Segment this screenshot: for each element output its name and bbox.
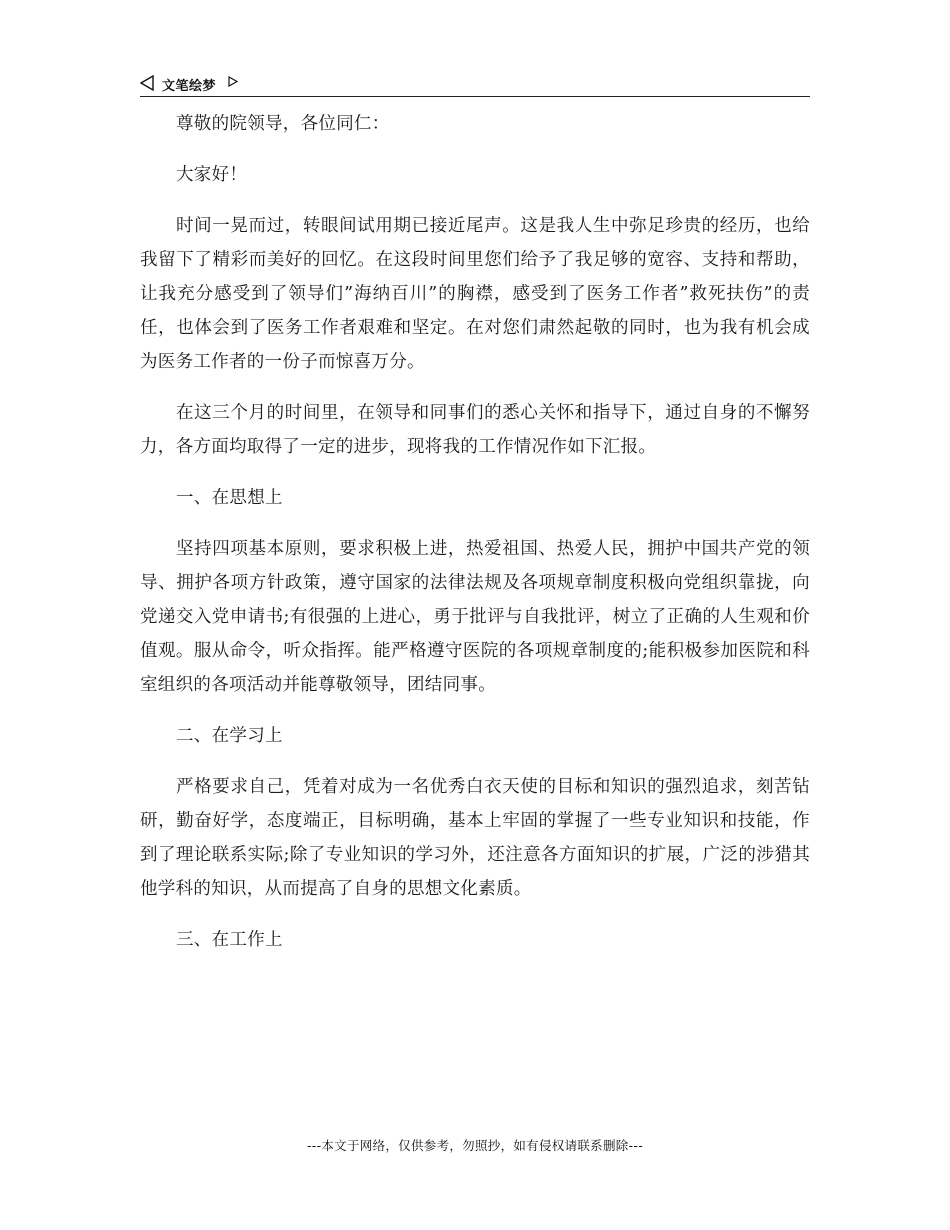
footer-disclaimer: ---本文于网络，仅供参考，勿照抄，如有侵权请联系删除--- bbox=[306, 1138, 644, 1153]
section-heading-study: 二、在学习上 bbox=[176, 726, 283, 746]
page-header bbox=[140, 72, 810, 97]
salutation: 尊敬的院领导，各位同仁： bbox=[176, 114, 390, 134]
study-paragraph: 严格要求自己，凭着对成为一名优秀白衣天使的目标和知识的强烈追求，刻苦钻研，勤奋好学，态度端正，目标明确，基本上牢固的掌握了一些专业知识和技能，作到了理论联系实际;除了专业知识的学习外，还注意各方面知识的扩展，广泛的涉猎其他学科的知识，从而提高了自身的思想文化素质。 bbox=[140, 777, 810, 899]
triangle-left-icon bbox=[140, 75, 154, 91]
section-heading-work: 三、在工作上 bbox=[176, 930, 283, 950]
document-body bbox=[140, 107, 810, 974]
thought-paragraph: 坚持四项基本原则，要求积极上进，热爱祖国、热爱人民，拥护中国共产党的领导、拥护各项方针政策，遵守国家的法律法规及各项规章制度积极向党组织靠拢，向党递交入党申请书;有很强的上进心，勇于批评与自我批评，树立了正确的人生观和价值观。服从命令，听众指挥。能严格遵守医院的各项规章制度的;能积极参加医院和科室组织的各项活动并能尊敬领导，团结同事。 bbox=[140, 539, 810, 695]
summary-paragraph: 在这三个月的时间里，在领导和同事们的悉心关怀和指导下，通过自身的不懈努力，各方面均取得了一定的进步，现将我的工作情况作如下汇报。 bbox=[140, 403, 810, 457]
brand-name: 文笔绘梦 bbox=[162, 79, 217, 94]
intro-paragraph: 时间一晃而过，转眼间试用期已接近尾声。这是我人生中弥足珍贵的经历，也给我留下了精彩而美好的回忆。在这段时间里您们给予了我足够的宽容、支持和帮助，让我充分感受到了领导们”海纳百川”的胸襟，感受到了医务工作者”救死扶伤”的责任，也体会到了医务工作者艰难和坚定。在对您们肃然起敬的同时，也为我有机会成为医务工作者的一份子而惊喜万分。 bbox=[140, 216, 810, 372]
triangle-right-icon bbox=[228, 76, 238, 87]
greeting: 大家好！ bbox=[176, 165, 248, 185]
section-heading-thought: 一、在思想上 bbox=[176, 488, 283, 508]
